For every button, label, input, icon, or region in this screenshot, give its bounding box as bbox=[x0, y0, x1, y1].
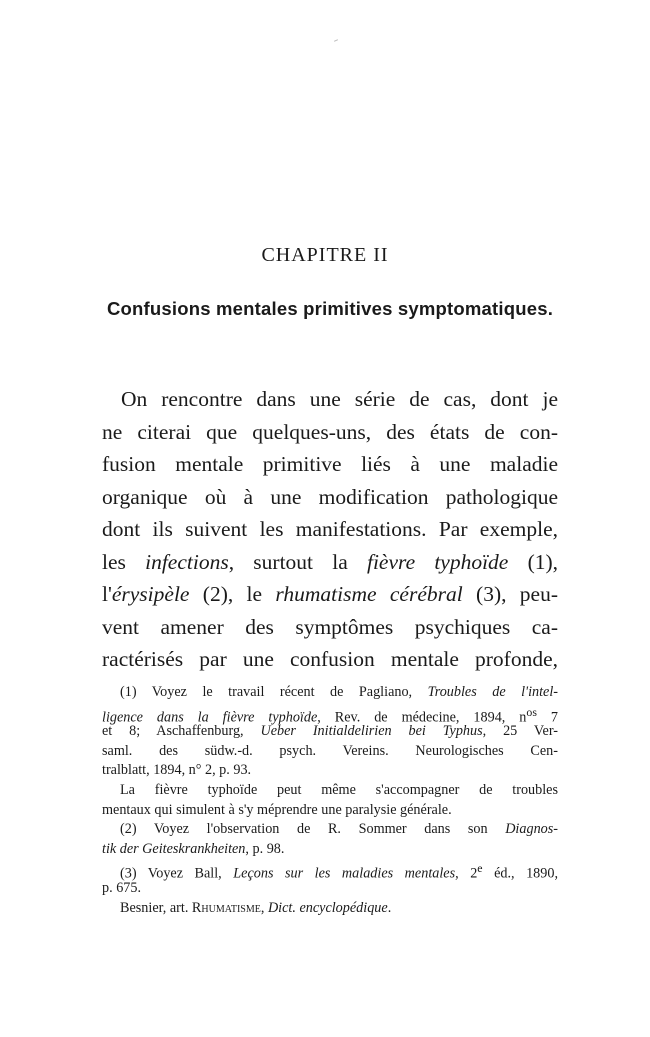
italic-term: érysipèle bbox=[111, 582, 190, 606]
text-run: l' bbox=[102, 582, 112, 606]
footnote-line bbox=[102, 840, 558, 860]
footnote-line: La fièvre typhoïde peut même s'accompagner de troubles bbox=[120, 781, 558, 798]
footnote-line bbox=[102, 859, 559, 883]
paragraph-line: vent amener des symptômes psychiques ca- bbox=[102, 614, 558, 639]
footnote-line bbox=[102, 703, 558, 726]
text-run: , surtout la bbox=[228, 549, 348, 574]
text-run: (3), peu- bbox=[476, 582, 558, 606]
footnote-line bbox=[102, 722, 558, 742]
note-italic: tik der Geiteskrankheiten bbox=[102, 840, 246, 857]
note-text: , 25 Ver- bbox=[482, 723, 559, 740]
footnote-line: saml. des südw.-d. psych. Vereins. Neurologisches Cen- bbox=[102, 742, 558, 759]
footnote-line: p. 675. bbox=[102, 879, 142, 896]
footnote-line bbox=[102, 683, 558, 703]
paragraph-line bbox=[102, 546, 558, 579]
paragraph-line: ne citerai que quelques-uns, des états de con- bbox=[102, 419, 558, 444]
note-text: , bbox=[260, 899, 265, 916]
section-title: Confusions mentales primitives symptomatiques. bbox=[106, 298, 554, 319]
footnote-line: mentaux qui simulent à s'y méprendre une paralysie générale. bbox=[102, 801, 452, 818]
note-text: (3) Voyez Ball, bbox=[120, 866, 222, 883]
main-paragraph bbox=[102, 383, 558, 676]
note-text: , 2 bbox=[455, 866, 478, 883]
paragraph-line bbox=[102, 578, 558, 611]
note-italic: Troubles de l'intel- bbox=[427, 684, 559, 700]
note-italic: Diagnos- bbox=[505, 821, 558, 838]
note-italic: Leçons sur les maladies mentales bbox=[233, 866, 456, 883]
note-superscript: e bbox=[477, 861, 483, 876]
note-superscript: os bbox=[526, 704, 537, 719]
italic-term: rhumatisme cérébral bbox=[275, 582, 463, 606]
footnote-line bbox=[102, 899, 558, 919]
footnote-line: tralblatt, 1894, n° 2, p. 93. bbox=[102, 762, 252, 779]
text-run: les bbox=[102, 549, 126, 574]
paragraph-line: On rencontre dans une série de cas, dont je bbox=[121, 387, 558, 411]
note-text: (1) Voyez le travail récent de Pagliano, bbox=[120, 684, 413, 700]
note-text: éd., 1890, bbox=[494, 866, 559, 883]
paper-speck bbox=[334, 39, 338, 42]
note-text: (2) Voyez l'observation de R. Sommer dans son bbox=[120, 821, 488, 838]
footnotes bbox=[102, 683, 558, 918]
note-text: 7 bbox=[550, 709, 558, 726]
note-text: Besnier, art. bbox=[120, 899, 189, 916]
note-smallcaps: Rhumatisme bbox=[191, 899, 261, 916]
note-italic: ligence dans la fièvre typhoïde bbox=[102, 709, 318, 726]
note-text: , Rev. de médecine, 1894, n bbox=[317, 709, 527, 726]
paragraph-line: ractérisés par une confusion mentale profonde, bbox=[102, 647, 558, 671]
note-text: . bbox=[387, 899, 392, 916]
note-text: , p. 98. bbox=[245, 840, 285, 857]
footnote-line bbox=[102, 820, 558, 840]
note-italic: Dict. encyclopédique bbox=[267, 899, 388, 916]
text-run: (2), le bbox=[202, 582, 263, 606]
paragraph-line: fusion mentale primitive liés à une maladie bbox=[102, 452, 558, 476]
note-text: et 8; Aschaffenburg, bbox=[102, 723, 244, 740]
paragraph-line: organique où à une modification pathologique bbox=[102, 484, 558, 509]
italic-term: fièvre typhoïde bbox=[366, 549, 509, 574]
footnote-ref: (1), bbox=[527, 549, 559, 574]
italic-term: infections bbox=[145, 549, 229, 574]
chapter-heading: CHAPITRE II bbox=[261, 244, 389, 266]
note-italic: Ueber Initialdelirien bei Typhus bbox=[260, 723, 483, 740]
paragraph-line: dont ils suivent les manifestations. Par exemple, bbox=[102, 517, 558, 541]
